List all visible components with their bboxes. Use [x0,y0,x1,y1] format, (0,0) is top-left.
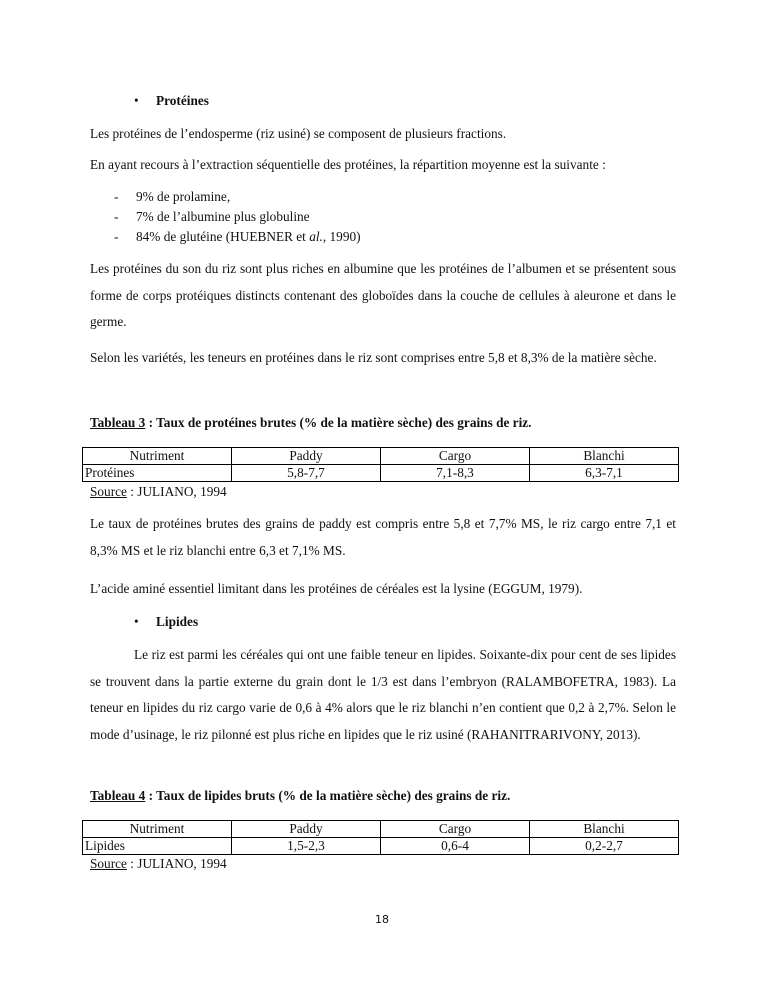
table-header-row [83,821,679,838]
table-cell: 0,6-4 [381,838,530,855]
paragraph-acide: L’acide aminé essentiel limitant dans les protéines de céréales est la lysine (EGGUM, 1979). [90,581,583,596]
table-row [83,838,679,855]
proteines-heading-text: Protéines [156,93,209,108]
dash-icon: - [114,229,119,244]
dash-icon: - [114,209,119,224]
header-cell: Cargo [381,821,530,838]
header-cell: Cargo [381,448,530,465]
list-item: - 7% de l’albumine plus globuline [90,207,361,227]
table-cell: 7,1-8,3 [381,465,530,482]
dash-icon: - [114,189,119,204]
table3 [82,447,679,482]
header-cell: Paddy [232,448,381,465]
list-item: - 9% de prolamine, [90,187,361,207]
bullet-icon: • [134,614,139,629]
page-number: 18 [375,913,389,926]
header-cell: Blanchi [530,448,679,465]
lipides-heading-text: Lipides [156,614,199,629]
header-cell: Paddy [232,821,381,838]
table4-caption: Tableau 4 : Taux de lipides bruts (% de la matière sèche) des grains de riz. [90,788,511,803]
header-cell: Nutriment [83,821,232,838]
table3-source: Source : JULIANO, 1994 [90,484,227,499]
table4 [82,820,679,855]
paragraph-son: Les protéines du son du riz sont plus riches en albumine que les protéines de l’albumen et se présentent sous forme de corps protéiques distincts contenant des globoïdes dans la couche de cellules à aleurone et dans le germe. [90,261,676,329]
paragraph-varietes: Selon les variétés, les teneurs en protéines dans le riz sont comprises entre 5,8 et 8,3% de la matière sèche. [90,350,657,365]
header-cell: Nutriment [83,448,232,465]
fractions-list [90,187,361,247]
header-cell: Blanchi [530,821,679,838]
paragraph-taux: Le taux de protéines brutes des grains de paddy est compris entre 5,8 et 7,7% MS, le riz cargo entre 7,1 et 8,3% MS et le riz blanchi entre 6,3 et 7,1% MS. [90,516,676,558]
intro-line-2: En ayant recours à l’extraction séquentielle des protéines, la répartition moyenne est la suivante : [90,157,606,172]
table-cell: 5,8-7,7 [232,465,381,482]
list-item: - 84% de glutéine (HUEBNER et al., 1990) [90,227,361,247]
proteines-heading [134,93,209,109]
table-header-row [83,448,679,465]
table3-caption: Tableau 3 : Taux de protéines brutes (% de la matière sèche) des grains de riz. [90,415,532,430]
bullet-icon: • [134,93,139,108]
table-cell: 1,5-2,3 [232,838,381,855]
table4-source: Source : JULIANO, 1994 [90,856,227,871]
table-cell: Lipides [83,838,232,855]
intro-line-1: Les protéines de l’endosperme (riz usiné) se composent de plusieurs fractions. [90,126,507,141]
paragraph-lipides: Le riz est parmi les céréales qui ont une faible teneur en lipides. Soixante-dix pour cent de ses lipides se trouvent dans la partie externe du grain dont le 1/3 est dans l’embryon (RALAMBOFETRA, 1983). La teneur en lipides du riz cargo varie de 0,6 à 4% alors que le riz blanchi n’en contient que 0,2 à 2,7%. Selon le mode d’usinage, le riz pilonné est plus riche en lipides que le riz usiné (RAHANITRARIVONY, 2013). [90,647,676,742]
table-cell: Protéines [83,465,232,482]
lipides-heading [134,614,198,630]
table-row [83,465,679,482]
table-cell: 6,3-7,1 [530,465,679,482]
table-cell: 0,2-2,7 [530,838,679,855]
